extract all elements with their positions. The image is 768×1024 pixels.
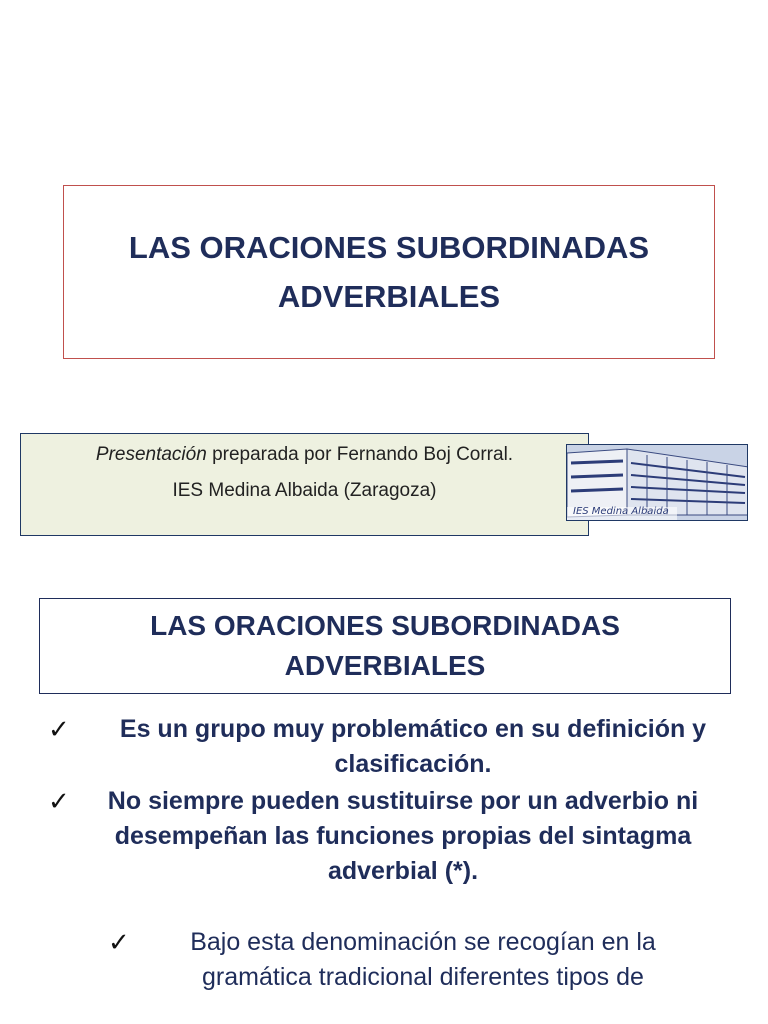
bullet-line: desempeñan las funciones propias del sintagma xyxy=(114,822,692,850)
credit-box xyxy=(20,433,589,536)
bullet-line: gramática tradicional diferentes tipos de xyxy=(202,963,644,991)
checkmark-icon: ✓ xyxy=(48,786,70,816)
credit-line-1 xyxy=(21,442,588,468)
bullet-line: No siempre pueden sustituirse por un adverbio ni xyxy=(107,787,699,815)
section-title xyxy=(150,606,620,686)
slide-title xyxy=(129,223,649,321)
photo-caption: IES Medina Albaida xyxy=(573,506,669,517)
checkmark-icon: ✓ xyxy=(108,927,130,957)
title-line-2: ADVERBIALES xyxy=(277,279,501,314)
subtitle-line-2: ADVERBIALES xyxy=(284,650,486,681)
bullet-item xyxy=(30,925,746,995)
bullet-line: clasificación. xyxy=(334,750,492,778)
credit-line-2: IES Medina Albaida (Zaragoza) xyxy=(172,480,437,501)
credit-italic: Presentación xyxy=(95,444,207,465)
title-box xyxy=(63,185,715,359)
title-line-1: LAS ORACIONES SUBORDINADAS xyxy=(128,230,650,265)
bullet-item xyxy=(30,784,746,889)
bullet-line: Es un grupo muy problemático en su definición y xyxy=(119,715,707,743)
school-photo xyxy=(566,444,748,521)
subtitle-line-1: LAS ORACIONES SUBORDINADAS xyxy=(150,610,620,641)
bullet-line: Bajo esta denominación se recogían en la xyxy=(190,928,656,956)
bullet-line: adverbial (*). xyxy=(327,857,479,885)
checkmark-icon: ✓ xyxy=(48,714,70,744)
bullet-item xyxy=(30,712,746,782)
credit-rest: preparada por Fernando Boj Corral. xyxy=(206,444,514,465)
subtitle-box xyxy=(39,598,731,694)
bullet-list xyxy=(30,712,746,995)
